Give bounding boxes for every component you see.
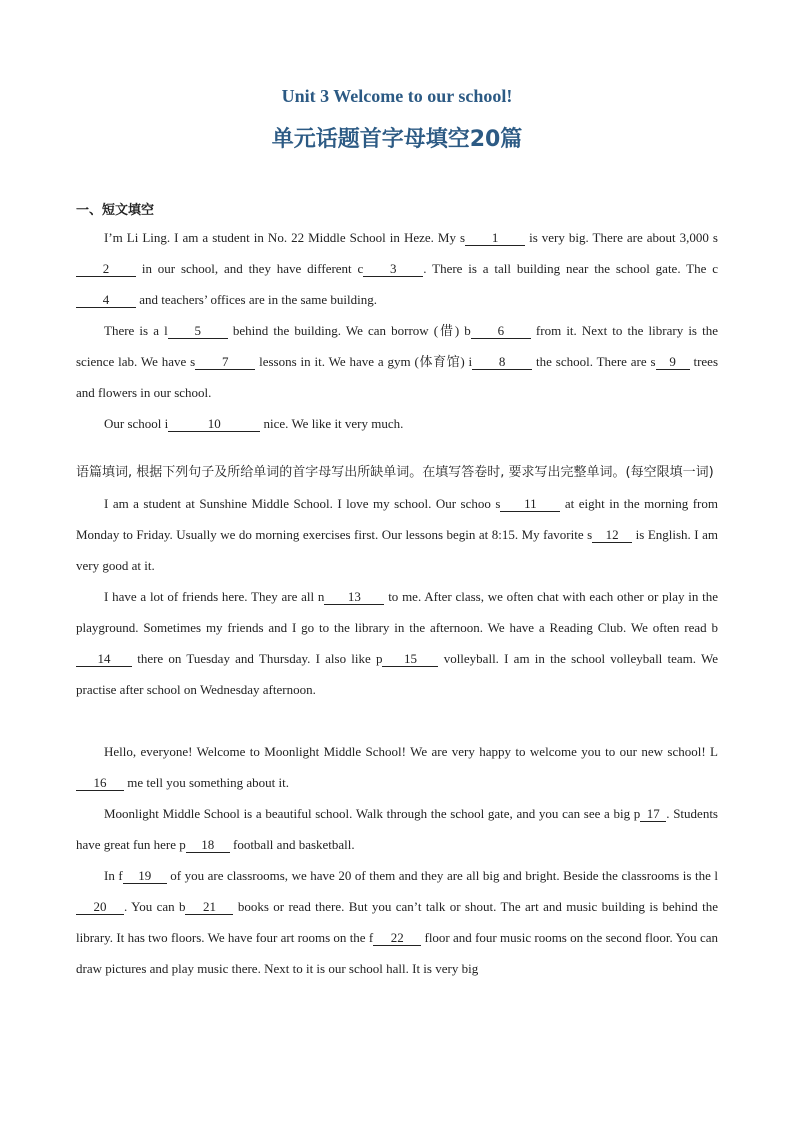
blank-13: 13: [324, 590, 384, 605]
blank-14: 14: [76, 652, 132, 667]
instruction-text: 语篇填词, 根据下列句子及所给单词的首字母写出所缺单词。在填写答卷时, 要求写出完整单词。(每空限填一词): [76, 465, 714, 480]
text: books or read there. But you can’t talk or shout. The art and music building is behind the library. It has two floors. We have four art rooms on the f: [76, 899, 718, 945]
blank-16: 16: [76, 776, 124, 791]
paragraph-8: [76, 860, 718, 984]
text: is English. I am very good at it.: [76, 527, 718, 573]
text: Hello, everyone! Welcome to Moonlight Middle School! We are very happy to welcome you to our new school! L: [104, 744, 718, 759]
paragraph-7: [76, 798, 718, 860]
text: I’m Li Ling. I am a student in No. 22 Middle School in Heze. My s: [104, 230, 466, 245]
section-heading: 一、短文填空: [76, 203, 155, 218]
text: . There is a tall building near the school gate. The c: [423, 261, 718, 276]
blank-1: 1: [465, 231, 525, 246]
title-english: Unit 3 Welcome to our school!: [281, 86, 513, 106]
blank-21: 21: [185, 900, 233, 915]
paragraph-3: [76, 408, 718, 439]
paragraph-2: [76, 315, 718, 408]
text: of you are classrooms, we have 20 of them and they are all big and bright. Beside the classrooms is the l: [166, 868, 718, 883]
paragraph-6: [76, 736, 718, 798]
blank-9: 9: [656, 355, 690, 370]
text: Moonlight Middle School is a beautiful school. Walk through the school gate, and you can see a big p: [104, 806, 641, 821]
blank-10: 10: [168, 417, 260, 432]
paragraph-4: [76, 488, 718, 581]
text: volleyball. I am in the school volleyball team. We practise after school on Wednesday afternoon.: [76, 651, 718, 697]
text: football and basketball.: [229, 837, 355, 852]
text: nice. We like it very much.: [260, 416, 404, 431]
text: me tell you something about it.: [124, 775, 290, 790]
text: floor and four music rooms on the second floor. You can draw pictures and play music there. Next to it is our school hall. It is very big: [76, 930, 718, 976]
blank-8: 8: [472, 355, 532, 370]
text: . Students have great fun here p: [76, 806, 718, 852]
text: at eight in the morning from Monday to Friday. Usually we do morning exercises first. Our lessons begin at 8:15. My favorite s: [76, 496, 718, 542]
blank-18: 18: [186, 838, 230, 853]
blank-7: 7: [195, 355, 255, 370]
blank-19: 19: [123, 869, 167, 884]
text: in our school, and they have different c: [136, 261, 364, 276]
title-chinese: 单元话题首字母填空20篇: [271, 127, 523, 152]
blank-2: 2: [76, 262, 136, 277]
blank-6: 6: [471, 324, 531, 339]
text: from it. Next to the library is the science lab. We have s: [76, 323, 718, 369]
blank-12: 12: [592, 528, 632, 543]
blank-3: 3: [363, 262, 423, 277]
paragraph-5: [76, 581, 718, 705]
blank-5: 5: [168, 324, 228, 339]
text: and teachers’ offices are in the same building.: [136, 292, 378, 307]
text: . You can b: [124, 899, 186, 914]
text: is very big. There are about 3,000 s: [525, 230, 718, 245]
blank-11: 11: [500, 497, 560, 512]
blank-20: 20: [76, 900, 124, 915]
paragraph-1: [76, 222, 718, 315]
text: lessons in it. We have a gym (体育馆) i: [255, 354, 473, 369]
text: In f: [104, 868, 123, 883]
text: there on Tuesday and Thursday. I also like p: [132, 651, 383, 666]
text: I have a lot of friends here. They are all n: [104, 589, 325, 604]
spacer: [76, 705, 718, 736]
blank-15: 15: [382, 652, 438, 667]
text: There is a l: [104, 323, 168, 338]
text: Our school i: [104, 416, 169, 431]
text: behind the building. We can borrow (借) b: [227, 323, 471, 338]
text: trees and flowers in our school.: [76, 354, 719, 400]
text: I am a student at Sunshine Middle School. I love my school. Our schoo s: [104, 496, 501, 511]
blank-4: 4: [76, 293, 136, 308]
blank-17: 17: [640, 807, 666, 822]
text: the school. There are s: [532, 354, 656, 369]
blank-22: 22: [373, 931, 421, 946]
text: to me. After class, we often chat with each other or play in the playground. Sometimes my friends and I go to the library in the afternoon. We have a Reading Club. We often read b: [76, 589, 718, 635]
document-body: [76, 200, 718, 984]
